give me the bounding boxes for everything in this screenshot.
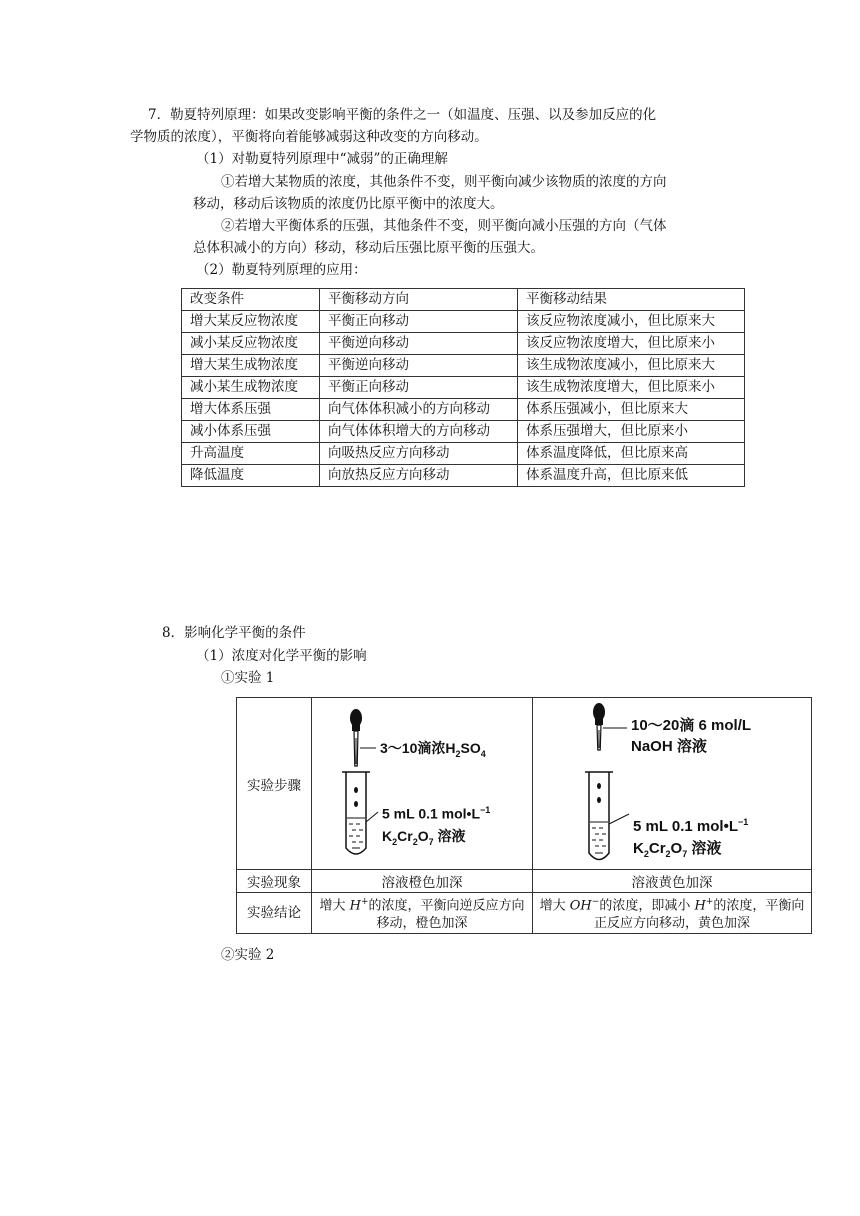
tube-label-a-line2: $K_2Cr_2O_7$ 溶液 xyxy=(382,828,466,847)
table-row xyxy=(182,465,745,487)
experiment-figure-b xyxy=(533,698,811,869)
table-row xyxy=(182,421,745,443)
table-cell: 增大某生成物浓度 xyxy=(182,355,320,377)
table-row xyxy=(182,311,745,333)
s7-p1a: ①若增大某物质的浓度，其他条件不变，则平衡向减少该物质的浓度的方向 xyxy=(221,174,667,190)
le-chatelier-table xyxy=(181,288,745,487)
table-cell: 体系温度升高，但比原来低 xyxy=(518,465,745,487)
dropper-label-b-line2: NaOH 溶液 xyxy=(631,738,707,755)
phenomenon-label: 实验现象 xyxy=(237,870,312,893)
conclusion-b-text: 增大 OH−的浓度，即减小 H+的浓度，平衡向正反应方向移动，黄色加深 xyxy=(539,897,805,932)
table-cell: 该反应物浓度增大，但比原来小 xyxy=(518,333,745,355)
s7-p2b: 总体积减小的方向）移动，移动后压强比原平衡的压强大。 xyxy=(193,240,544,256)
table-row xyxy=(182,333,745,355)
table-cell: 减小体系压强 xyxy=(182,421,320,443)
table-header-row xyxy=(182,289,745,311)
table-cell: 向放热反应方向移动 xyxy=(320,465,518,487)
tube-label-a-line1: 5 mL 0.1 $mol•L^{-1}$ xyxy=(382,805,491,822)
tube-label-b-line1: 5 mL 0.1 $mol•L^{-1}$ xyxy=(633,817,749,835)
table-cell: 该生成物浓度减小，但比原来大 xyxy=(518,355,745,377)
s7-p1b: 移动，移动后该物质的浓度仍比原平衡中的浓度大。 xyxy=(193,196,504,212)
table-row xyxy=(182,377,745,399)
phenomenon-b: 溶液黄色加深 xyxy=(533,870,812,893)
table-cell: 向气体体积增大的方向移动 xyxy=(320,421,518,443)
conclusion-a xyxy=(312,893,533,934)
conclusion-row xyxy=(237,893,812,934)
experiment-1-table xyxy=(236,697,812,934)
conclusion-b xyxy=(533,893,812,934)
table-cell: 体系温度降低，但比原来高 xyxy=(518,443,745,465)
tube-label-b-line2: $K_2Cr_2O_7$ 溶液 xyxy=(633,840,722,859)
table-cell: 向吸热反应方向移动 xyxy=(320,443,518,465)
figure-cell-b xyxy=(533,698,812,870)
steps-label: 实验步骤 xyxy=(237,698,312,870)
conclusion-label: 实验结论 xyxy=(237,893,312,934)
table-row xyxy=(182,399,745,421)
table-header: 改变条件 xyxy=(182,289,320,311)
table-cell: 升高温度 xyxy=(182,443,320,465)
dropper-label-a: 3～10滴浓$H_2SO_4$ xyxy=(380,740,486,759)
table-cell: 该反应物浓度减小，但比原来大 xyxy=(518,311,745,333)
table-cell: 体系压强增大，但比原来小 xyxy=(518,421,745,443)
phenomenon-row xyxy=(237,870,812,893)
table-row xyxy=(182,355,745,377)
s7-line2: 学物质的浓度），平衡将向着能够减弱这种改变的方向移动。 xyxy=(130,129,488,145)
table-header: 平衡移动方向 xyxy=(320,289,518,311)
s7-p2a: ②若增大平衡体系的压强，其他条件不变，则平衡向减小压强的方向（气体 xyxy=(221,218,667,234)
table-cell: 平衡正向移动 xyxy=(320,311,518,333)
s7-line1: 7．勒夏特列原理：如果改变影响平衡的条件之一（如温度、压强、以及参加反应的化 xyxy=(148,107,657,123)
table-cell: 增大体系压强 xyxy=(182,399,320,421)
table-cell: 降低温度 xyxy=(182,465,320,487)
dropper-label-b-line1: 10～20滴 6 mol/L xyxy=(631,717,752,734)
table-row xyxy=(182,443,745,465)
table-cell: 该生成物浓度增大，但比原来小 xyxy=(518,377,745,399)
table-cell: 减小某反应物浓度 xyxy=(182,333,320,355)
table-cell: 平衡逆向移动 xyxy=(320,333,518,355)
table-header: 平衡移动结果 xyxy=(518,289,745,311)
experiment-figure-a xyxy=(312,698,532,869)
table-cell: 平衡正向移动 xyxy=(320,377,518,399)
conclusion-a-text: 增大 H+的浓度，平衡向逆反应方向移动，橙色加深 xyxy=(319,897,525,932)
s7-sub1: （1）对勒夏特列原理中“减弱”的正确理解 xyxy=(196,151,448,167)
phenomenon-a: 溶液橙色加深 xyxy=(312,870,533,893)
table-cell: 向气体体积减小的方向移动 xyxy=(320,399,518,421)
s8-title: 8．影响化学平衡的条件 xyxy=(162,625,306,641)
table-cell: 增大某反应物浓度 xyxy=(182,311,320,333)
s8-exp2: ②实验 2 xyxy=(221,947,275,963)
s8-exp1: ①实验 1 xyxy=(221,670,275,686)
s8-sub1: （1）浓度对化学平衡的影响 xyxy=(196,648,367,664)
table-cell: 减小某生成物浓度 xyxy=(182,377,320,399)
table-cell: 体系压强减小，但比原来大 xyxy=(518,399,745,421)
figure-cell-a xyxy=(312,698,533,870)
table-cell: 平衡逆向移动 xyxy=(320,355,518,377)
steps-row xyxy=(237,698,812,870)
s7-sub2: （2）勒夏特列原理的应用： xyxy=(196,262,367,278)
